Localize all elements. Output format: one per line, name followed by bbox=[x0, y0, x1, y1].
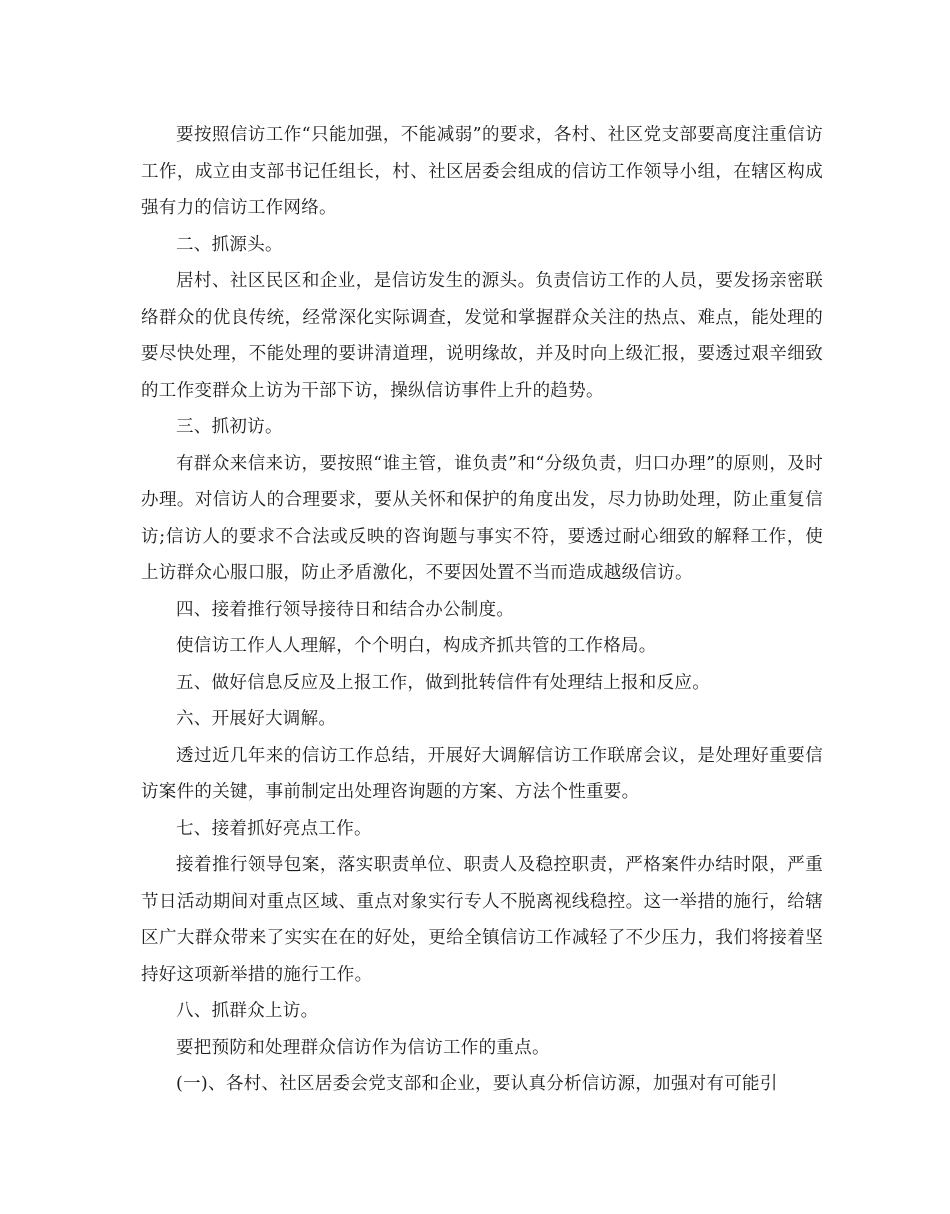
paragraph-subitem-1: (一)、各村、社区居委会党支部和企业，要认真分析信访源，加强对有可能引 bbox=[176, 1074, 778, 1094]
section-heading-7: 七、接着抓好亮点工作。 bbox=[176, 818, 372, 839]
section-heading-4: 四、接着推行领导接待日和结合办公制度。 bbox=[176, 599, 515, 620]
section-heading-5: 五、做好信息反应及上报工作，做到批转信件有处理结上报和反应。 bbox=[176, 672, 710, 693]
section-heading-3: 三、抓初访。 bbox=[176, 417, 283, 437]
paragraph-initial-visit: 有群众来信来访，要按照“谁主管，谁负责”和“分级负责，归口办理”的原则，及时办理。对信访人的合理要求，要从关怀和保护的角度出发，尽力协助处理，防止重复信访;信访人的要求不合法或反映的咨询题与事实不符，要透过耐心细致的解释工作，使上访群众心服口服，防止矛盾激化，不要因处置不当而造成越级信访。 bbox=[141, 453, 823, 583]
paragraph-highlight-work: 接着推行领导包案，落实职责单位、职责人及稳控职责，严格案件办结时限，严重节日活动期间对重点区域、重点对象实行专人不脱离视线稳控。这一举措的施行，给辖区广大群众带来了实实在在的好处，更给全镇信访工作减轻了不少压力，我们将接着坚持好这项新举措的施行工作。 bbox=[141, 855, 823, 985]
paragraph-prevention: 要把预防和处理群众信访作为信访工作的重点。 bbox=[176, 1037, 550, 1058]
paragraph-intro: 要按照信访工作“只能加强，不能减弱”的要求，各村、社区党支部要高度注重信访工作，成立由支部书记任组长，村、社区居委会组成的信访工作领导小组，在辖区构成强有力的信访工作网络。 bbox=[141, 125, 823, 218]
document-page bbox=[141, 117, 823, 1103]
paragraph-source: 居村、社区民区和企业，是信访发生的源头。负责信访工作的人员，要发扬亲密联络群众的优良传统，经常深化实际调查，发觉和掌握群众关注的热点、难点，能处理的要尽快处理，不能处理的要讲清道理，说明缘故，并及时向上级汇报，要透过艰辛细致的工作变群众上访为干部下访，操纵信访事件上升的趋势。 bbox=[141, 271, 823, 401]
paragraph-understanding: 使信访工作人人理解，个个明白，构成齐抓共管的工作格局。 bbox=[176, 636, 657, 656]
paragraph-mediation: 透过近几年来的信访工作总结，开展好大调解信访工作联席会议，是处理好重要信访案件的关键，事前制定出处理咨询题的方案、方法个性重要。 bbox=[141, 745, 823, 802]
section-heading-8: 八、抓群众上访。 bbox=[176, 1001, 319, 1021]
section-heading-2: 二、抓源头。 bbox=[176, 234, 283, 255]
section-heading-6: 六、开展好大调解。 bbox=[176, 709, 337, 729]
